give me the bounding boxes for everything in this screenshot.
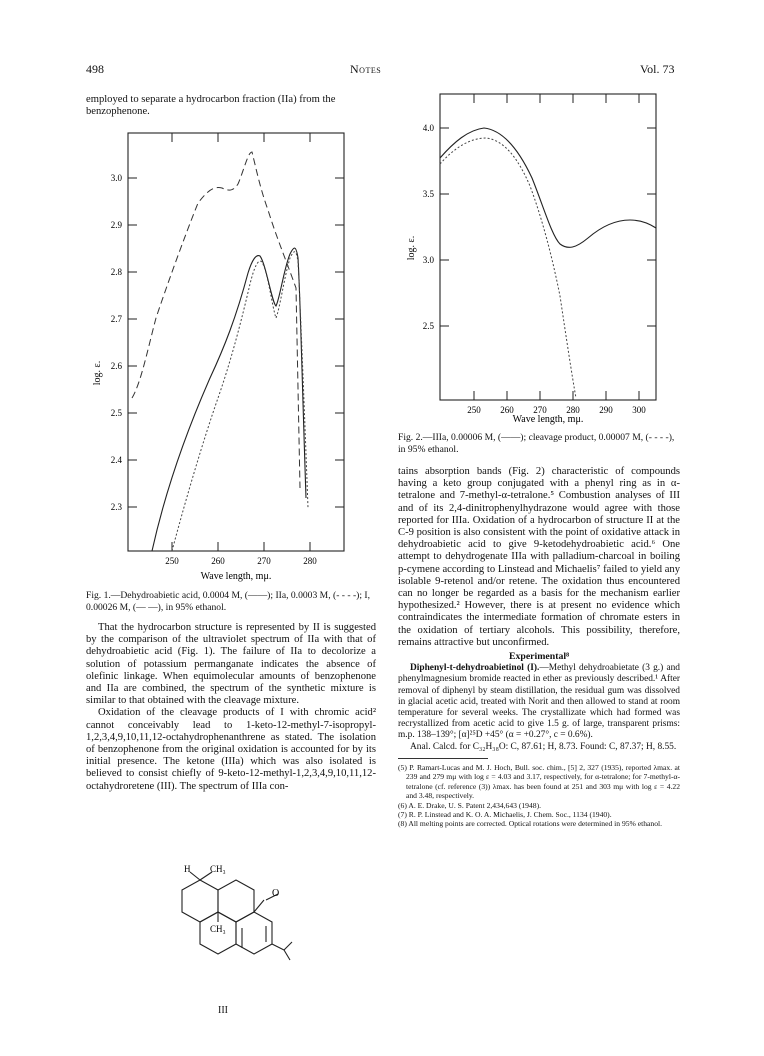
y-tick-label: 2.9 (110, 220, 122, 230)
fig2-curve-IIIa (440, 128, 656, 247)
experimental-heading: Experimental⁸ (508, 651, 570, 663)
fig1-curve-IIa (172, 252, 308, 551)
structure-oxygen-label: O (272, 888, 280, 899)
y-tick-label: 3.0 (422, 255, 434, 265)
x-tick-label: 250 (165, 556, 179, 566)
x-tick-label: 280 (566, 405, 580, 415)
x-tick-label: 250 (467, 405, 481, 415)
fig1-curve-compound-I (132, 152, 300, 488)
x-tick-label: 260 (211, 556, 225, 566)
experimental-body: —Methyl dehydroabietate (3 g.) and phenylmagnesium bromide reacted in ether as previously described.¹ After removal of diphenyl by steam distillation, the residual gum was dissolved in glacial acetic acid, treated with Norit and then allowed to stand at room temperature for several weeks. The crystallizate which had formed was recrystallized from acetic acid to give 1.5 g. of large, transparent prisms: m.p. 138–139°; [α]²⁵D +45° (α = +0.27°, c = 0.6%). (398, 663, 680, 741)
fig1-x-label: Wave length, mμ. (200, 571, 272, 582)
x-tick-label: 270 (533, 405, 547, 415)
fig1-curve-dehydroabietic-acid (152, 248, 306, 551)
figure-2 (392, 86, 682, 426)
footnote-5: (5) P. Ramart-Lucas and M. J. Hoch, Bull. soc. chim., [5] 2, 327 (1935), reported λmax. at 239 and 279 mμ with log ε = 4.03 and 3.17, respectively, for α-tetralone; for 7-methyl-α-tetralone (cf. reference (3)) λmax. has been found at 251 and 303 mμ with log ε = 4.22 and 3.48, respectively. (398, 762, 680, 801)
y-tick-label: 2.8 (110, 267, 122, 277)
structure-label: III (218, 1005, 228, 1016)
y-tick-label: 2.3 (110, 502, 122, 512)
footnotes (398, 763, 680, 829)
fig2-y-label: log. ε. (406, 235, 417, 261)
footnote-7: (7) R. P. Linstead and K. O. A. Michaelis, J. Chem. Soc., 1134 (1940). (398, 809, 612, 819)
footnote-6: (6) A. E. Drake, U. S. Patent 2,434,643 (1948). (398, 800, 541, 810)
page-number: 498 (86, 62, 104, 76)
y-tick-label: 2.7 (110, 314, 122, 324)
footnote-8: (8) All melting points are corrected. Optical rotations were determined in 95% ethanol. (398, 819, 663, 829)
y-tick-label: 2.6 (110, 361, 122, 371)
fig2-x-label: Wave length, mμ. (512, 414, 584, 425)
y-tick-label: 2.5 (110, 408, 122, 418)
footnote-rule (398, 758, 488, 759)
y-tick-label: 3.5 (422, 189, 434, 199)
y-tick-label: 4.0 (422, 123, 434, 133)
right-column-body (398, 466, 680, 829)
left-intro-text: employed to separate a hydrocarbon fraction (IIa) from the benzophenone. (86, 94, 336, 118)
structure-ch3-mid-label: CH₃ (210, 924, 226, 934)
left-column-body (86, 622, 376, 793)
fig1-caption: Fig. 1.—Dehydroabietic acid, 0.0004 M, (——); IIa, 0.0003 M, (- - - -); I, 0.00026 M, (— —), in 95% ethanol. (86, 590, 371, 613)
fig2-curve-cleavage-product (440, 138, 576, 398)
fig2-y-axis (423, 123, 656, 331)
left-paragraph-1: That the hydrocarbon structure is represented by II is suggested by the comparison of the ultraviolet spectrum of IIa with that of dehydroabietic acid (Fig. 1). The failure of IIa to decolorize a solution of potassium permanganate indicates the absence of olefinic linkage. When equimolecular amounts of benzophenone and IIa are combined, the spectrum of the synthetic mixture is similar to that obtained with the cleavage mixture. (86, 622, 376, 707)
experimental-title: Diphenyl-t-dehydroabietinol (I). (410, 663, 540, 674)
structure-ch3-top-label: CH₃ (210, 864, 226, 874)
y-tick-label: 2.5 (422, 321, 434, 331)
structure-III (160, 860, 310, 1010)
fig2-caption: Fig. 2.—IIIa, 0.00006 M, (——); cleavage product, 0.00007 M, (- - - -), in 95% ethanol. (398, 432, 675, 455)
experimental-paragraph (398, 663, 680, 741)
fig1-y-label: log. ε. (92, 360, 103, 386)
left-paragraph-2: Oxidation of the cleavage products of I with chromic acid² cannot conceivably lead to 1-keto-12-methyl-7-isopropyl-1,2,3,4,9,10,11,12-octahydrophenanthrene as stated. The isolation of benzophenone from the original oxidation is accounted for by its initial presence. The ketone (IIIa) which was also isolated is believed to consist chiefly of 9-keto-12-methyl-1,2,3,4,9,10,11,12-octahydroretene (III). The spectrum of IIIa con- (86, 707, 376, 792)
x-tick-label: 280 (303, 556, 317, 566)
fig1-x-axis (165, 133, 317, 566)
right-paragraph-1: tains absorption bands (Fig. 2) characteristic of compounds having a keto group conjugated with a phenyl ring as in α-tetralone and 7-methyl-α-tetralone.⁵ Combustion analyses of III and of its 2,4-dinitrophenylhydrazone would agree with those reported for IIIa. Oxidation of a hydrocarbon of structure II at the C-9 position is also consistent with the point of oxidative attack in dehydroabietic acid to give 9-ketodehydroabietic acid.⁶ One attempt to dehydrogenate IIIa with palladium-charcoal in boiling p-cymene according to Linstead and Michaelis⁷ failed to yield any isolable 9-retenol and/or retene. The oxidation thus encountered can no longer be regarded as a basis for the mechanism earlier hypothesized.² However, there is at present no evidence which contraindicates the intermediate formation of chromate esters in the oxidation of tertiary alcohols. This possibility, therefore, remains attractive but unconfirmed. (398, 466, 680, 648)
figure-1 (86, 128, 376, 586)
x-tick-label: 260 (500, 405, 514, 415)
structure-h-label: H (184, 864, 191, 874)
y-tick-label: 2.4 (110, 455, 122, 465)
x-tick-label: 300 (632, 405, 646, 415)
volume-label: Vol. 73 (640, 62, 675, 76)
x-tick-label: 270 (257, 556, 271, 566)
x-tick-label: 290 (599, 405, 613, 415)
fig2-x-axis (467, 94, 646, 415)
y-tick-label: 3.0 (110, 173, 122, 183)
running-head: Notes (350, 62, 382, 76)
fig1-y-axis (111, 173, 344, 512)
analysis-line: Anal. Calcd. for C₃₂H₃₈O: C, 87.61; H, 8.73. Found: C, 87.37; H, 8.55. (410, 741, 677, 752)
